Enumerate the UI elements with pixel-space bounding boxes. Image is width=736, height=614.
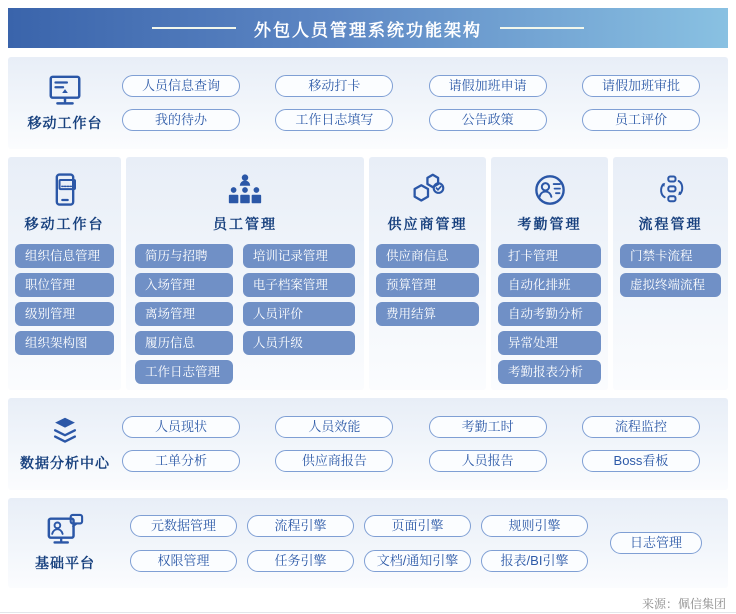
module-item: 异常处理 [498, 331, 601, 355]
bottom-divider [0, 612, 736, 613]
module-supplier [369, 157, 486, 390]
module-item: 培训记录管理 [243, 244, 355, 268]
page-title: 外包人员管理系统功能架构 [254, 20, 482, 40]
feature-pill: 请假加班审批 [582, 75, 700, 97]
module-item: 电子档案管理 [243, 273, 355, 297]
module-process [613, 157, 728, 390]
feature-pill: 文档/通知引擎 [364, 550, 471, 572]
module-item: 离场管理 [135, 302, 233, 326]
layers-icon [44, 415, 86, 451]
module-item: 级别管理 [15, 302, 114, 326]
hexagon-check-icon [407, 170, 449, 210]
module-item: 打卡管理 [498, 244, 601, 268]
analytics-header [8, 415, 122, 473]
module-item: 考勤报表分析 [498, 360, 601, 384]
module-employee [126, 157, 364, 390]
feature-pill: 公告政策 [429, 109, 547, 131]
feature-pill: 规则引擎 [481, 515, 588, 537]
section-platform [8, 498, 728, 588]
module-item: 自动考勤分析 [498, 302, 601, 326]
module-item: 组织信息管理 [15, 244, 114, 268]
section-mobile-workspace [8, 57, 728, 149]
module-item: 预算管理 [376, 273, 479, 297]
title-rule-right [500, 27, 584, 29]
feature-pill: Boss看板 [582, 450, 700, 472]
mobile-workspace-header [8, 73, 122, 133]
analytics-label: 数据分析中心 [20, 455, 110, 471]
module-item: 组织架构图 [15, 331, 114, 355]
module-title: 流程管理 [638, 216, 703, 232]
module-title: 考勤管理 [517, 216, 582, 232]
mobile-card-icon [45, 170, 85, 210]
feature-pill: 请假加班申请 [429, 75, 547, 97]
module-item: 职位管理 [15, 273, 114, 297]
module-item: 虚拟终端流程 [620, 273, 721, 297]
module-item: 工作日志管理 [135, 360, 233, 384]
section-modules [8, 157, 728, 390]
module-item: 履历信息 [135, 331, 233, 355]
feature-pill: 元数据管理 [130, 515, 237, 537]
feature-pill: 人员现状 [122, 416, 240, 438]
feature-pill: 人员效能 [275, 416, 393, 438]
monitor-icon [43, 73, 87, 111]
module-item: 简历与招聘 [135, 244, 233, 268]
feature-pill: 考勤工时 [429, 416, 547, 438]
team-icon [224, 171, 266, 209]
feature-pill: 权限管理 [130, 550, 237, 572]
feature-pill: 流程监控 [582, 416, 700, 438]
feature-pill: 供应商报告 [275, 450, 393, 472]
mobile-workspace-pills [122, 75, 728, 131]
workflow-icon [651, 172, 691, 208]
module-title: 供应商管理 [387, 216, 468, 232]
feature-pill: 移动打卡 [275, 75, 393, 97]
feature-pill: 页面引擎 [364, 515, 471, 537]
module-item: 自动化排班 [498, 273, 601, 297]
feature-pill: 我的待办 [122, 109, 240, 131]
module-item: 入场管理 [135, 273, 233, 297]
feature-pill: 工单分析 [122, 450, 240, 472]
feature-pill: 人员报告 [429, 450, 547, 472]
feature-pill: 流程引擎 [247, 515, 354, 537]
feature-pill: 报表/BI引擎 [481, 550, 588, 572]
analytics-pills [122, 416, 728, 472]
module-title: 员工管理 [213, 216, 277, 232]
module-item: 人员升级 [243, 331, 355, 355]
platform-header [8, 513, 122, 573]
mobile-workspace-label: 移动工作台 [27, 115, 103, 131]
title-rule-left [152, 27, 236, 29]
feature-pill-log-management: 日志管理 [610, 532, 702, 554]
section-analytics [8, 398, 728, 490]
title-bar [8, 8, 728, 48]
attendance-badge-icon [530, 171, 570, 209]
feature-pill: 工作日志填写 [275, 109, 393, 131]
module-item: 门禁卡流程 [620, 244, 721, 268]
module-item: 费用结算 [376, 302, 479, 326]
module-item: 人员评价 [243, 302, 355, 326]
module-title: 移动工作台 [24, 216, 105, 232]
module-organization [8, 157, 121, 390]
platform-label: 基础平台 [35, 555, 95, 571]
feature-pill: 人员信息查询 [122, 75, 240, 97]
module-item: 供应商信息 [376, 244, 479, 268]
workstation-chat-icon [43, 513, 87, 551]
platform-pills [130, 515, 588, 572]
source-credit: 来源：佩信集团 [641, 597, 726, 611]
feature-pill: 任务引擎 [247, 550, 354, 572]
feature-pill: 员工评价 [582, 109, 700, 131]
module-attendance [491, 157, 608, 390]
